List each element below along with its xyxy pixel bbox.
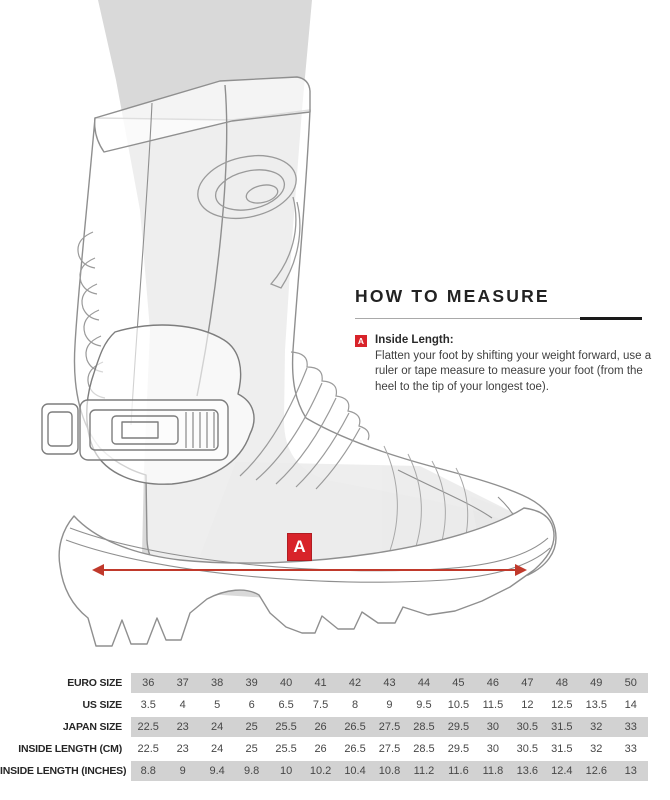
size-cell: 32 [590, 721, 603, 733]
size-cell: 11.6 [448, 765, 469, 777]
row-label: JAPAN SIZE [62, 721, 122, 733]
size-cell: 10.5 [447, 699, 470, 711]
size-cell: 23 [176, 721, 189, 733]
size-cell: 46 [486, 677, 500, 689]
size-cell: 7.5 [312, 699, 329, 711]
size-cell: 24 [211, 721, 224, 733]
row-label: INSIDE LENGTH (CM) [18, 743, 122, 755]
size-cell: 12.5 [551, 699, 573, 711]
size-cell: 33 [624, 721, 637, 733]
size-cell: 29.5 [447, 743, 470, 755]
table-row [0, 717, 670, 737]
size-cell: 13.6 [516, 765, 539, 777]
size-cell: 45 [452, 677, 465, 689]
table-row [0, 739, 670, 759]
size-cell: 9.4 [209, 765, 225, 777]
row-label: INSIDE LENGTH (INCHES) [0, 765, 127, 777]
size-cell: 9.5 [416, 699, 432, 711]
size-cell: 8 [351, 699, 359, 711]
size-cell: 11.5 [482, 699, 504, 711]
instruction-text [375, 334, 653, 395]
size-cell: 28.5 [413, 743, 435, 755]
size-cell: 44 [417, 677, 431, 689]
size-cell: 37 [176, 677, 189, 689]
size-cell: 40 [279, 677, 293, 689]
size-cell: 28.5 [413, 721, 435, 733]
size-cell: 12.4 [551, 765, 573, 777]
size-cell: 3.5 [140, 699, 156, 711]
row-label: US SIZE [82, 699, 122, 711]
size-cell: 25.5 [275, 721, 297, 733]
size-cell: 29.5 [447, 721, 470, 733]
size-cell: 39 [245, 677, 258, 689]
size-cell: 22.5 [137, 721, 159, 733]
size-cell: 26 [314, 743, 327, 755]
size-cell: 31.5 [551, 743, 573, 755]
row-values [131, 695, 648, 715]
size-table [0, 673, 670, 783]
size-cell: 50 [624, 677, 637, 689]
size-cell: 6.5 [278, 699, 294, 711]
row-label: EURO SIZE [67, 677, 122, 689]
size-cell: 30 [486, 743, 500, 755]
size-cell: 26.5 [344, 743, 366, 755]
size-cell: 48 [555, 677, 568, 689]
size-cell: 9.8 [243, 765, 260, 777]
size-cell: 36 [142, 677, 155, 689]
size-cell: 23 [176, 743, 189, 755]
size-cell: 32 [590, 743, 603, 755]
size-cell: 47 [521, 677, 534, 689]
size-cell: 38 [211, 677, 224, 689]
size-cell: 30.5 [516, 743, 539, 755]
size-cell: 11.8 [482, 765, 504, 777]
size-cell: 12.6 [585, 765, 607, 777]
size-cell: 12 [521, 699, 534, 711]
size-cell: 10 [279, 765, 293, 777]
size-cell: 5 [214, 699, 221, 711]
size-cell: 30 [486, 721, 500, 733]
size-cell: 13.5 [585, 699, 607, 711]
size-cell: 49 [590, 677, 603, 689]
size-cell: 26 [314, 721, 327, 733]
measurement-marker-a: A [287, 533, 312, 561]
section-divider [355, 317, 642, 320]
table-row [0, 695, 670, 715]
size-cell: 43 [383, 677, 396, 689]
buckle [42, 325, 254, 484]
section-title: HOW TO MEASURE [355, 286, 550, 306]
size-cell: 13 [624, 765, 637, 777]
size-cell: 11.2 [413, 765, 435, 777]
size-cell: 10.8 [378, 765, 401, 777]
table-row [0, 673, 670, 693]
size-cell: 27.5 [378, 721, 401, 733]
size-cell: 10.4 [344, 765, 366, 777]
size-cell: 26.5 [344, 721, 366, 733]
row-values [131, 761, 648, 781]
row-values [131, 739, 648, 759]
how-to-measure-section [355, 286, 652, 395]
size-cell: 42 [348, 677, 362, 689]
size-cell: 33 [624, 743, 637, 755]
size-cell: 9 [179, 765, 186, 777]
table-row [0, 761, 670, 781]
instruction-body: Flatten your foot by shifting your weight forward, use a ruler or tape measure to measure your foot (from the heel to the tip of your longest toe). [375, 350, 652, 393]
size-cell: 9 [386, 699, 393, 711]
size-cell: 31.5 [551, 721, 573, 733]
size-cell: 25 [245, 743, 258, 755]
measure-instruction [355, 334, 652, 395]
size-cell: 6 [248, 699, 255, 711]
instruction-title: Inside Length: [375, 334, 454, 346]
size-cell: 10.2 [309, 765, 332, 777]
size-cell: 8.8 [140, 765, 156, 777]
size-cell: 24 [211, 743, 224, 755]
size-cell: 25 [245, 721, 258, 733]
size-cell: 30.5 [516, 721, 539, 733]
row-values [131, 673, 648, 693]
size-cell: 41 [314, 677, 327, 689]
size-cell: 14 [624, 699, 637, 711]
size-cell: 25.5 [275, 743, 297, 755]
divider-accent-bar [580, 317, 642, 320]
instruction-marker-a-icon: A [355, 335, 367, 347]
size-cell: 22.5 [137, 743, 159, 755]
size-cell: 4 [179, 699, 186, 711]
row-values [131, 717, 648, 737]
size-cell: 27.5 [378, 743, 401, 755]
